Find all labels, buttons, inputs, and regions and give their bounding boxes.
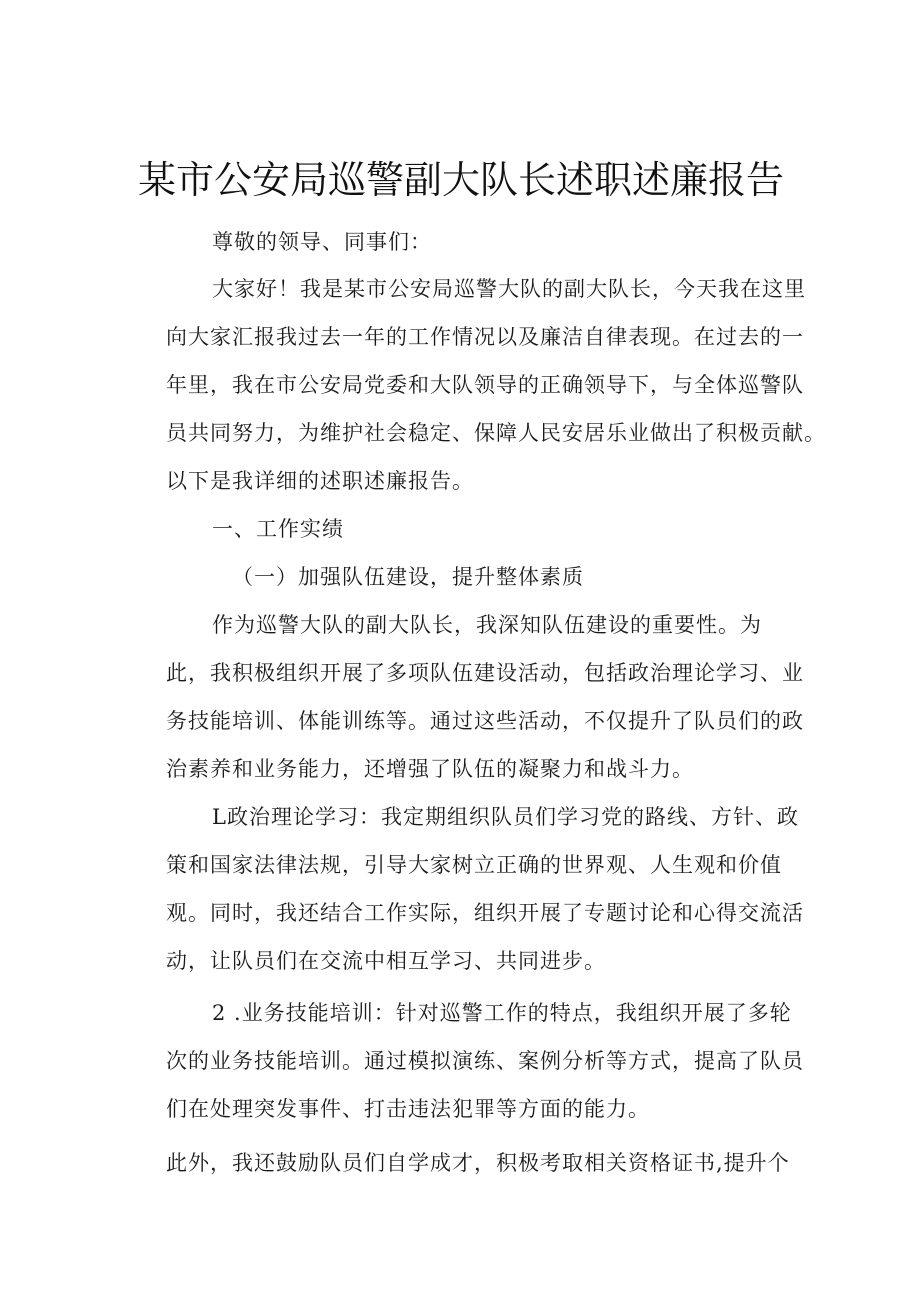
section-heading: 一、工作实绩 bbox=[212, 517, 344, 541]
body-line: 此，我积极组织开展了多项队伍建设活动，包括政治理论学习、业 bbox=[166, 661, 804, 685]
body-line: 此外，我还鼓励队员们自学成才，积极考取相关资格证书,提升个 bbox=[166, 1151, 790, 1175]
body-line: 大家好！我是某市公安局巡警大队的副大队长，今天我在这里 bbox=[212, 277, 806, 301]
list-item-line: 2 .业务技能培训：针对巡警工作的特点，我组织开展了多轮 bbox=[212, 1001, 792, 1025]
subsection-heading: （一）加强队伍建设，提升整体素质 bbox=[232, 565, 584, 589]
body-line: 观。同时，我还结合工作实际，组织开展了专题讨论和心得交流活 bbox=[166, 901, 804, 925]
body-line: 治素养和业务能力，还增强了队伍的凝聚力和战斗力。 bbox=[166, 757, 694, 781]
document-title: 某市公安局巡警副大队长述职述廉报告 bbox=[138, 158, 785, 202]
body-line: 次的业务技能培训。通过模拟演练、案例分析等方式，提高了队员 bbox=[166, 1049, 804, 1073]
body-line: 作为巡警大队的副大队长，我深知队伍建设的重要性。为 bbox=[212, 613, 762, 637]
body-line: 向大家汇报我过去一年的工作情况以及廉洁自律表现。在过去的一 bbox=[166, 325, 804, 349]
body-line: 以下是我详细的述职述廉报告。 bbox=[166, 469, 474, 493]
body-line: 策和国家法律法规，引导大家树立正确的世界观、人生观和价值 bbox=[166, 853, 782, 877]
salutation-line: 尊敬的领导、同事们： bbox=[212, 230, 432, 254]
body-line: 动，让队员们在交流中相互学习、共同进步。 bbox=[166, 949, 606, 973]
body-line: 员共同努力，为维护社会稳定、保障人民安居乐业做出了积极贡献。 bbox=[166, 421, 826, 445]
body-line: 们在处理突发事件、打击违法犯罪等方面的能力。 bbox=[166, 1097, 650, 1121]
body-line: 务技能培训、体能训练等。通过这些活动，不仅提升了队员们的政 bbox=[166, 709, 804, 733]
list-item-line: L政治理论学习：我定期组织队员们学习党的路线、方针、政 bbox=[212, 805, 799, 829]
body-line: 年里，我在市公安局党委和大队领导的正确领导下，与全体巡警队 bbox=[166, 373, 804, 397]
